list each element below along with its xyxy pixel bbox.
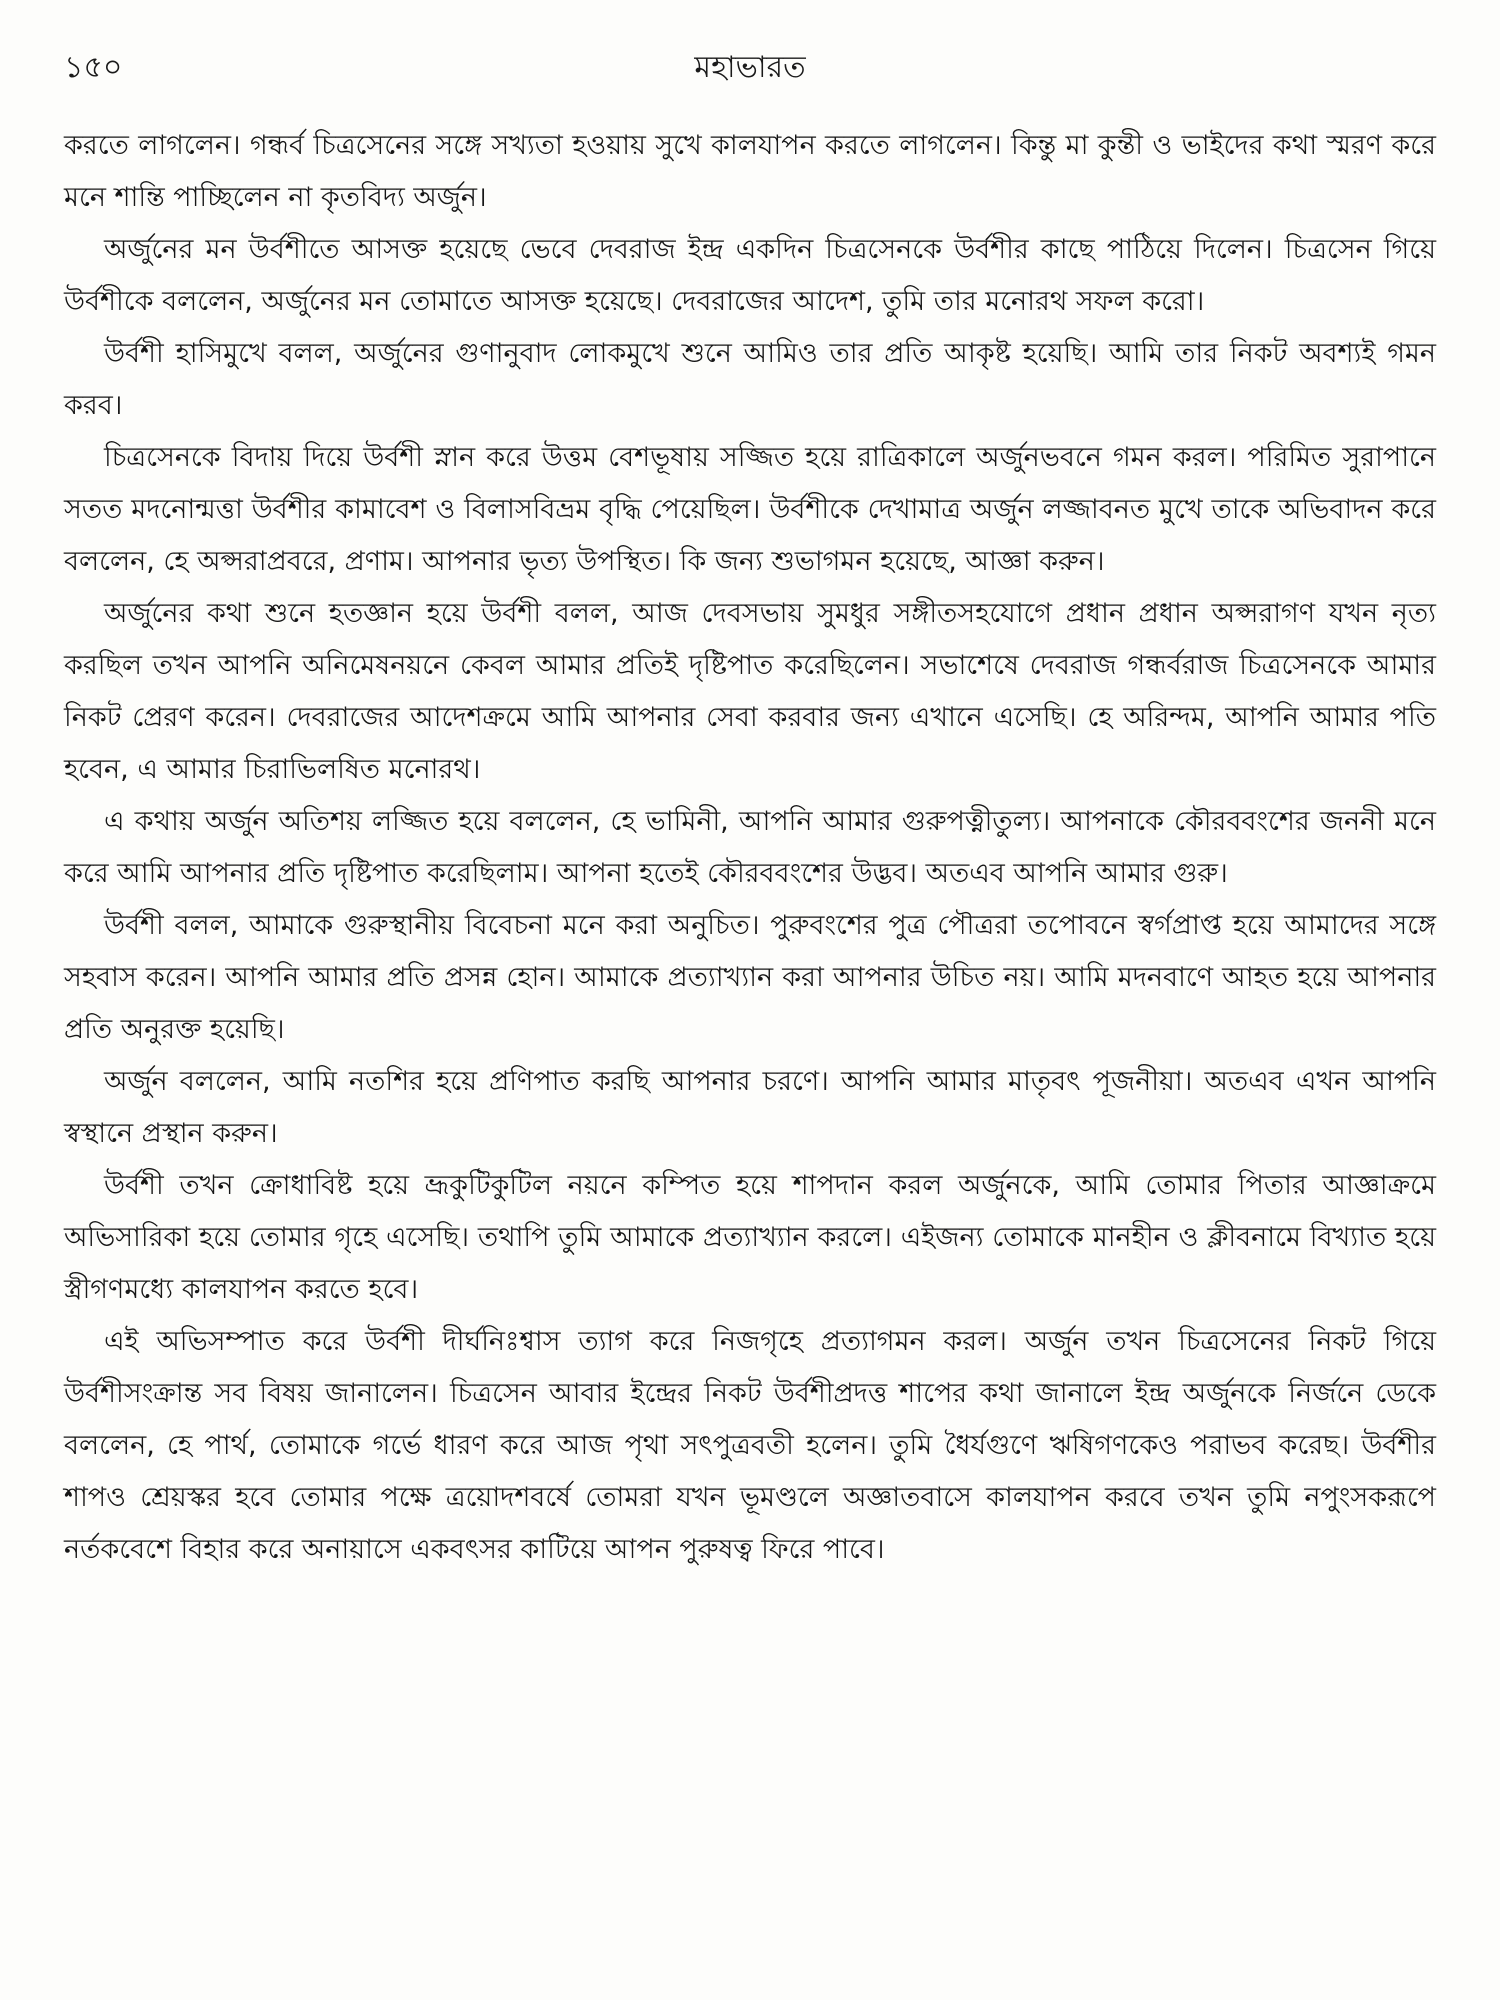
page-number: ১৫০ — [64, 50, 123, 85]
paragraph: উর্বশী হাসিমুখে বলল, অর্জুনের গুণানুবাদ লোকমুখে শুনে আমিও তার প্রতি আকৃষ্ট হয়েছি। আমি তার নিকট অবশ্যই গমন করব। — [64, 338, 1436, 421]
paragraph: এ কথায় অর্জুন অতিশয় লজ্জিত হয়ে বললেন, হে ভামিনী, আপনি আমার গুরুপত্নীতুল্য। আপনাকে কৌরববংশের জননী মনে করে আমি আপনার প্রতি দৃষ্টিপাত করেছিলাম। আপনা হতেই কৌরববংশের উদ্ভব। অতএব আপনি আমার গুরু। — [64, 806, 1436, 889]
paragraph: অর্জুনের কথা শুনে হতজ্ঞান হয়ে উর্বশী বলল, আজ দেবসভায় সুমধুর সঙ্গীতসহযোগে প্রধান প্রধান অপ্সরাগণ যখন নৃত্য করছিল তখন আপনি অনিমেষনয়নে কেবল আমার প্রতিই দৃষ্টিপাত করেছিলেন। সভাশেষে দেবরাজ গন্ধর্বরাজ চিত্রসেনকে আমার নিকট প্রেরণ করেন। দেবরাজের আদেশক্রমে আমি আপনার সেবা করবার জন্য এখানে এসেছি। হে অরিন্দম, আপনি আমার পতি হবেন, এ আমার চিরাভিলষিত মনোরথ। — [64, 598, 1436, 785]
body-text — [64, 120, 1436, 1576]
running-title: মহাভারত — [694, 50, 806, 85]
page-header — [64, 48, 1436, 98]
paragraph: চিত্রসেনকে বিদায় দিয়ে উর্বশী স্নান করে উত্তম বেশভূষায় সজ্জিত হয়ে রাত্রিকালে অর্জুনভবনে গমন করল। পরিমিত সুরাপানে সতত মদনোন্মত্তা উর্বশীর কামাবেশ ও বিলাসবিভ্রম বৃদ্ধি পেয়েছিল। উর্বশীকে দেখামাত্র অর্জুন লজ্জাবনত মুখে তাকে অভিবাদন করে বললেন, হে অপ্সরাপ্রবরে, প্রণাম। আপনার ভৃত্য উপস্থিত। কি জন্য শুভাগমন হয়েছে, আজ্ঞা করুন। — [64, 442, 1436, 577]
paragraph: এই অভিসম্পাত করে উর্বশী দীর্ঘনিঃশ্বাস ত্যাগ করে নিজগৃহে প্রত্যাগমন করল। অর্জুন তখন চিত্রসেনের নিকট গিয়ে উর্বশীসংক্রান্ত সব বিষয় জানালেন। চিত্রসেন আবার ইন্দ্রের নিকট উর্বশীপ্রদত্ত শাপের কথা জানালে ইন্দ্র অর্জুনকে নির্জনে ডেকে বললেন, হে পার্থ, তোমাকে গর্ভে ধারণ করে আজ পৃথা সৎপুত্রবতী হলেন। তুমি ধৈর্যগুণে ঋষিগণকেও পরাভব করেছ। উর্বশীর শাপও শ্রেয়স্কর হবে তোমার পক্ষে ত্রয়োদশবর্ষে তোমরা যখন ভূমণ্ডলে অজ্ঞাতবাসে কালযাপন করবে তখন তুমি নপুংসকরূপে নর্তকবেশে বিহার করে অনায়াসে একবৎসর কাটিয়ে আপন পুরুষত্ব ফিরে পাবে। — [64, 1326, 1436, 1565]
paragraph: করতে লাগলেন। গন্ধর্ব চিত্রসেনের সঙ্গে সখ্যতা হওয়ায় সুখে কালযাপন করতে লাগলেন। কিন্তু মা কুন্তী ও ভাইদের কথা স্মরণ করে মনে শান্তি পাচ্ছিলেন না কৃতবিদ্য অর্জুন। — [64, 130, 1436, 213]
paragraph: উর্বশী তখন ক্রোধাবিষ্ট হয়ে ভ্রূকুটিকুটিল নয়নে কম্পিত হয়ে শাপদান করল অর্জুনকে, আমি তোমার পিতার আজ্ঞাক্রমে অভিসারিকা হয়ে তোমার গৃহে এসেছি। তথাপি তুমি আমাকে প্রত্যাখ্যান করলে। এইজন্য তোমাকে মানহীন ও ক্লীবনামে বিখ্যাত হয়ে স্ত্রীগণমধ্যে কালযাপন করতে হবে। — [64, 1170, 1436, 1305]
paragraph: অর্জুন বললেন, আমি নতশির হয়ে প্রণিপাত করছি আপনার চরণে। আপনি আমার মাতৃবৎ পূজনীয়া। অতএব এখন আপনি স্বস্থানে প্রস্থান করুন। — [64, 1066, 1436, 1149]
paragraph: অর্জুনের মন উর্বশীতে আসক্ত হয়েছে ভেবে দেবরাজ ইন্দ্র একদিন চিত্রসেনকে উর্বশীর কাছে পাঠিয়ে দিলেন। চিত্রসেন গিয়ে উর্বশীকে বললেন, অর্জুনের মন তোমাতে আসক্ত হয়েছে। দেবরাজের আদেশ, তুমি তার মনোরথ সফল করো। — [64, 234, 1436, 317]
paragraph: উর্বশী বলল, আমাকে গুরুস্থানীয় বিবেচনা মনে করা অনুচিত। পুরুবংশের পুত্র পৌত্ররা তপোবনে স্বর্গপ্রাপ্ত হয়ে আমাদের সঙ্গে সহবাস করেন। আপনি আমার প্রতি প্রসন্ন হোন। আমাকে প্রত্যাখ্যান করা আপনার উচিত নয়। আমি মদনবাণে আহত হয়ে আপনার প্রতি অনুরক্ত হয়েছি। — [64, 910, 1436, 1045]
